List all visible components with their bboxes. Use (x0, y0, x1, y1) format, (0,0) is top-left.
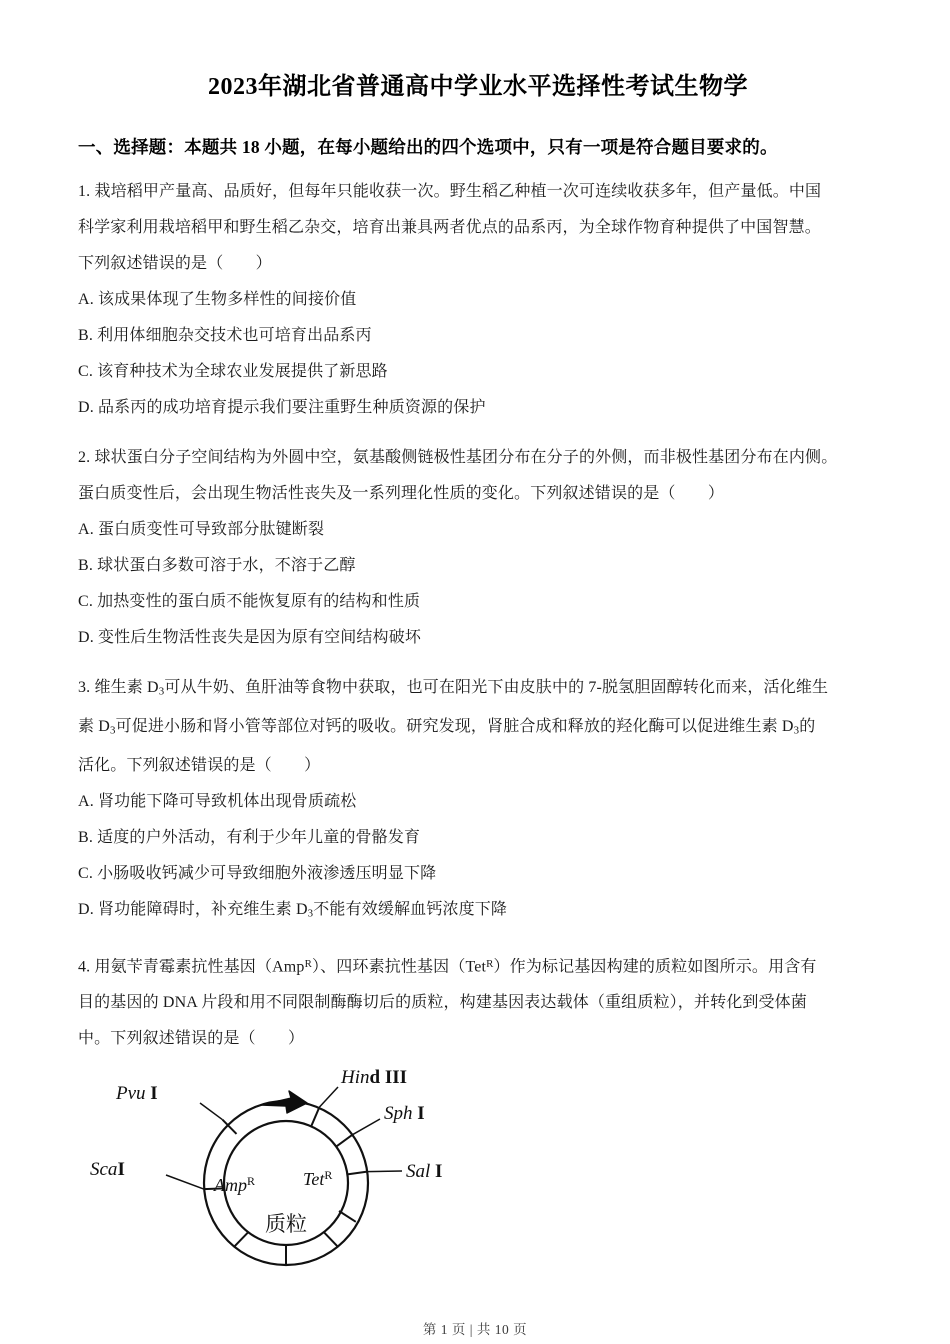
question-stem-line: 中。下列叙述错误的是（ ） (78, 1030, 305, 1048)
option-c[interactable]: C. 小肠吸收钙减少可导致细胞外液渗透压明显下降 (78, 865, 437, 883)
site-label-sal-i: Sal I (406, 1161, 443, 1183)
question-2 (78, 440, 878, 656)
option-a[interactable]: A. 该成果体现了生物多样性的间接价值 (78, 290, 357, 308)
question-stem-line: 蛋白质变性后，会出现生物活性丧失及一系列理化性质的变化。下列叙述错误的是（ ） (78, 484, 725, 502)
question-stem-line: 3. 维生素 $D_3$可从牛奶、鱼肝油等食物中获取，也可在阳光下由皮肤中的 7-脱氢胆固醇转化而来，活化维生 (78, 678, 829, 698)
question-3 (78, 670, 878, 932)
site-label-pvu-i: Pvu I (116, 1083, 158, 1105)
question-stem-line: 科学家利用栽培稻甲和野生稻乙杂交，培育出兼具两者优点的品系丙，为全球作物育种提供了中国智慧。 (78, 218, 821, 236)
site-label-sca-i: ScaI (90, 1159, 125, 1181)
option-c[interactable]: C. 该育种技术为全球农业发展提供了新思路 (78, 362, 388, 380)
question-1 (78, 174, 878, 426)
question-stem-line: 下列叙述错误的是（ ） (78, 254, 272, 272)
option-c[interactable]: C. 加热变性的蛋白质不能恢复原有的结构和性质 (78, 592, 421, 610)
option-b[interactable]: B. 利用体细胞杂交技术也可培育出品系丙 (78, 326, 372, 344)
question-stem-line: 活化。下列叙述错误的是（ ） (78, 757, 321, 775)
plasmid-center-label: 质粒 (265, 1213, 307, 1237)
option-a[interactable]: A. 蛋白质变性可导致部分肽键断裂 (78, 520, 325, 538)
site-label-hind-iii: Hind III (341, 1067, 407, 1089)
plasmid-map-svg (88, 1063, 508, 1289)
option-b[interactable]: B. 适度的户外活动，有利于少年儿童的骨骼发育 (78, 829, 421, 847)
page-title: 2023年湖北省普通高中学业水平选择性考试生物学 (208, 74, 748, 100)
question-stem-line: 素 $D_3$可促进小肠和肾小管等部位对钙的吸收。研究发现，肾脏合成和释放的羟化酶可以促进维生素 $D_3$的 (78, 718, 816, 737)
option-d[interactable]: D. 品系丙的成功培育提示我们要注重野生种质资源的保护 (78, 398, 486, 416)
page-footer: 第 1 页 | 共 10 页 (422, 1322, 528, 1337)
site-label-sph-i: Sph I (384, 1103, 425, 1125)
plasmid-figure (78, 1063, 878, 1289)
question-stem-line: 2. 球状蛋白分子空间结构为外圆中空，氨基酸侧链极性基团分布在分子的外侧，而非极性基团分布在内侧。 (78, 448, 838, 466)
gene-label-tet: Tet$^R$ (303, 1168, 333, 1190)
option-d[interactable]: D. 肾功能障碍时，补充维生素 $D_3$不能有效缓解血钙浓度下降 (78, 901, 508, 920)
question-stem-line: 4. 用氨苄青霉素抗性基因（Amp$^R$）、四环素抗性基因（Tet$^R$）作为标记基因构建的质粒如图所示。用含有 (78, 957, 817, 976)
option-b[interactable]: B. 球状蛋白多数可溶于水，不溶于乙醇 (78, 556, 356, 574)
option-d[interactable]: D. 变性后生物活性丧失是因为原有空间结构破坏 (78, 628, 422, 646)
section-heading: 一、选择题：本题共 18 小题，在每小题给出的四个选项中，只有一项是符合题目要求的。 (78, 137, 778, 158)
question-stem-line: 目的基因的 DNA 片段和用不同限制酶酶切后的质粒，构建基因表达载体（重组质粒），并转化到受体菌 (78, 994, 807, 1012)
option-a[interactable]: A. 肾功能下降可导致机体出现骨质疏松 (78, 793, 357, 811)
question-stem-line: 1. 栽培稻甲产量高、品质好，但每年只能收获一次。野生稻乙种植一次可连续收获多年，但产量低。中国 (78, 182, 822, 200)
gene-label-amp: Amp$^R$ (214, 1174, 256, 1196)
question-4 (78, 946, 878, 1058)
